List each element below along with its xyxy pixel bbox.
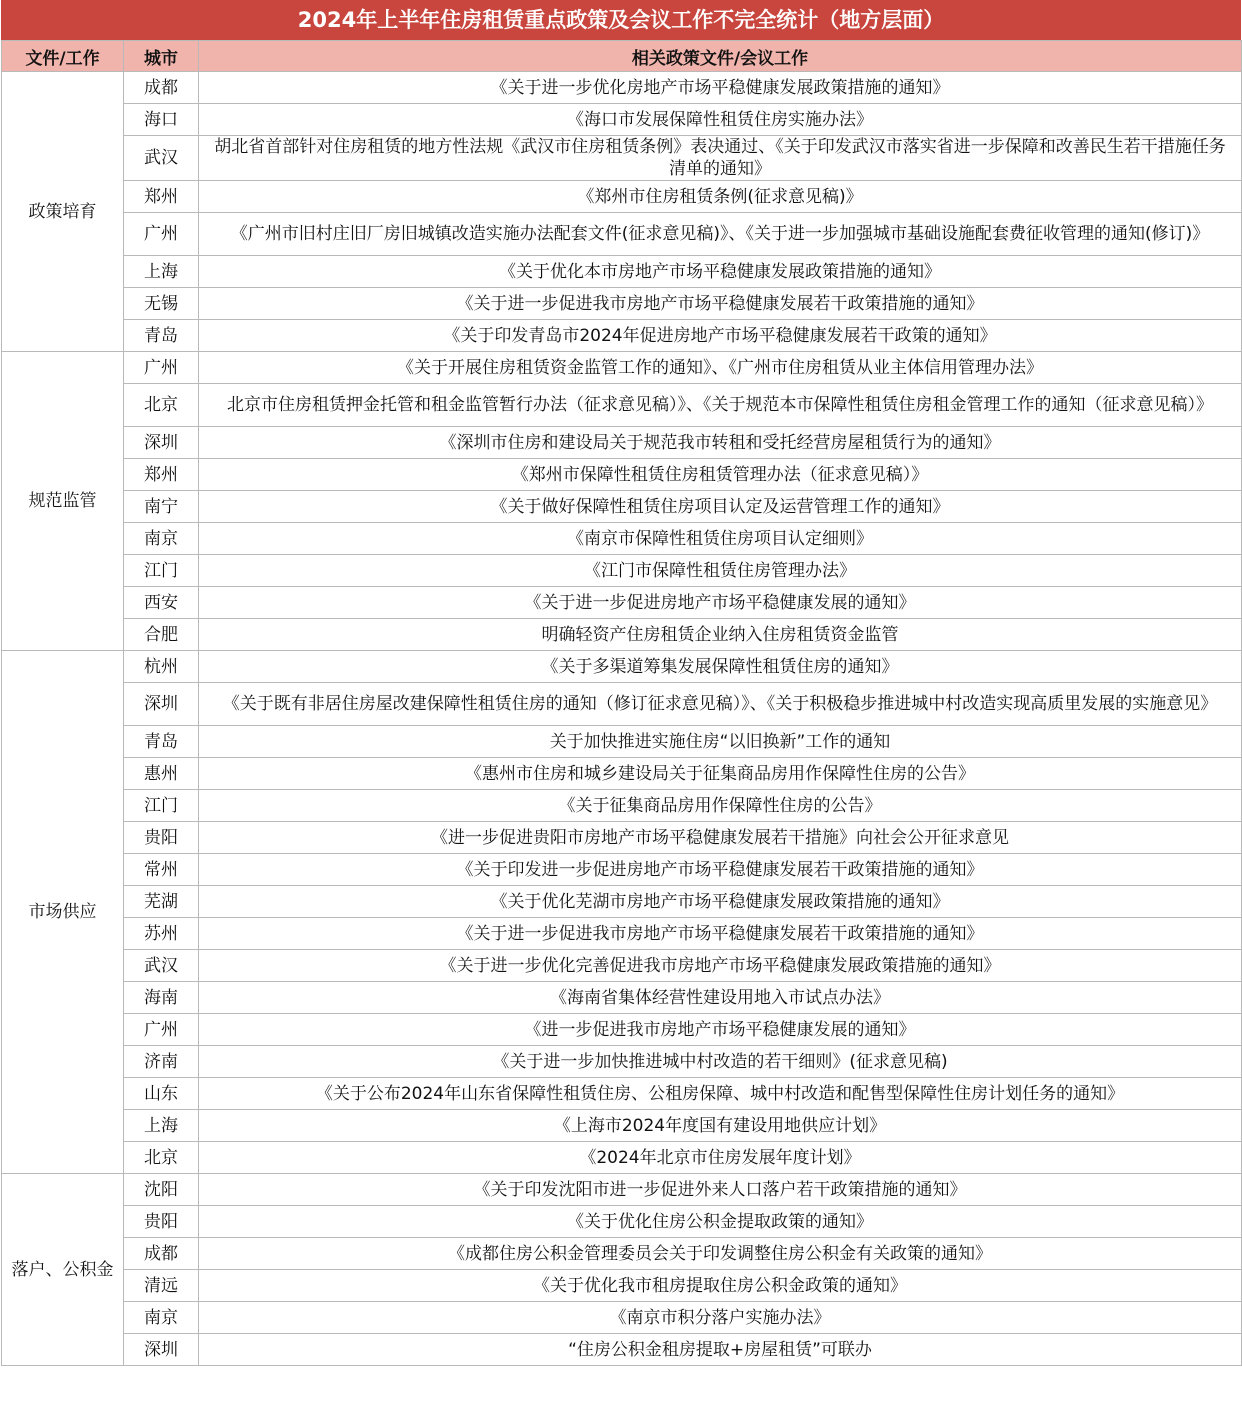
city-cell: 山东 [124,1078,199,1110]
table-row [2,72,1242,104]
content-cell: 《关于开展住房租赁资金监管工作的通知》、《广州市住房租赁从业主体信用管理办法》 [199,352,1242,384]
city-cell: 无锡 [124,288,199,320]
category-cell: 落户、公积金 [2,1174,124,1366]
table-row [2,651,1242,683]
table-row [2,790,1242,822]
city-cell: 西安 [124,587,199,619]
table-row [2,918,1242,950]
table-row [2,758,1242,790]
city-cell: 青岛 [124,320,199,352]
table-row [2,1046,1242,1078]
table-row [2,1014,1242,1046]
table-row [2,587,1242,619]
content-cell: 《广州市旧村庄旧厂房旧城镇改造实施办法配套文件(征求意见稿)》、《关于进一步加强城市基础设施配套费征收管理的通知(修订)》 [199,213,1242,256]
city-cell: 广州 [124,1014,199,1046]
city-cell: 济南 [124,1046,199,1078]
content-cell: 关于加快推进实施住房“以旧换新”工作的通知 [199,726,1242,758]
city-cell: 上海 [124,256,199,288]
content-cell: 《关于印发青岛市2024年促进房地产市场平稳健康发展若干政策的通知》 [199,320,1242,352]
city-cell: 惠州 [124,758,199,790]
city-cell: 深圳 [124,1334,199,1366]
city-cell: 广州 [124,213,199,256]
content-cell: 《关于优化我市租房提取住房公积金政策的通知》 [199,1270,1242,1302]
content-cell: 《关于印发沈阳市进一步促进外来人口落户若干政策措施的通知》 [199,1174,1242,1206]
table-row [2,491,1242,523]
city-cell: 海口 [124,104,199,136]
city-cell: 北京 [124,1142,199,1174]
content-cell: 《进一步促进我市房地产市场平稳健康发展的通知》 [199,1014,1242,1046]
content-cell: “住房公积金租房提取+房屋租赁”可联办 [199,1334,1242,1366]
table-row [2,384,1242,427]
category-cell: 规范监管 [2,352,124,651]
content-cell: 《关于征集商品房用作保障性住房的公告》 [199,790,1242,822]
content-cell: 《关于做好保障性租赁住房项目认定及运营管理工作的通知》 [199,491,1242,523]
table-row [2,1206,1242,1238]
content-cell: 胡北省首部针对住房租赁的地方性法规《武汉市住房租赁条例》表决通过、《关于印发武汉市落实省进一步保障和改善民生若干措施任务清单的通知》 [199,136,1242,181]
content-cell: 《关于进一步优化完善促进我市房地产市场平稳健康发展政策措施的通知》 [199,950,1242,982]
table-row [2,1078,1242,1110]
city-cell: 杭州 [124,651,199,683]
content-cell: 《成都住房公积金管理委员会关于印发调整住房公积金有关政策的通知》 [199,1238,1242,1270]
table-row [2,886,1242,918]
content-cell: 《郑州市保障性租赁住房租赁管理办法（征求意见稿）》 [199,459,1242,491]
content-cell: 北京市住房租赁押金托管和租金监管暂行办法（征求意见稿）》、《关于规范本市保障性租赁住房租金管理工作的通知（征求意见稿）》 [199,384,1242,427]
content-cell: 《南京市积分落户实施办法》 [199,1302,1242,1334]
city-cell: 上海 [124,1110,199,1142]
city-cell: 北京 [124,384,199,427]
table-row [2,1238,1242,1270]
content-cell: 《郑州市住房租赁条例(征求意见稿)》 [199,181,1242,213]
content-cell: 《关于进一步促进我市房地产市场平稳健康发展若干政策措施的通知》 [199,288,1242,320]
category-cell: 政策培育 [2,72,124,352]
table-row [2,854,1242,886]
table-row [2,104,1242,136]
city-cell: 常州 [124,854,199,886]
content-cell: 《关于进一步加快推进城中村改造的若干细则》(征求意见稿) [199,1046,1242,1078]
city-cell: 青岛 [124,726,199,758]
table-row [2,288,1242,320]
content-cell: 《海南省集体经营性建设用地入市试点办法》 [199,982,1242,1014]
city-cell: 武汉 [124,136,199,181]
content-cell: 《南京市保障性租赁住房项目认定细则》 [199,523,1242,555]
city-cell: 沈阳 [124,1174,199,1206]
table-row [2,555,1242,587]
table-row [2,320,1242,352]
city-cell: 合肥 [124,619,199,651]
city-cell: 南宁 [124,491,199,523]
city-cell: 江门 [124,790,199,822]
header-row [2,41,1242,72]
content-cell: 《关于公布2024年山东省保障性租赁住房、公租房保障、城中村改造和配售型保障性住房计划任务的通知》 [199,1078,1242,1110]
city-cell: 成都 [124,72,199,104]
table-row [2,427,1242,459]
table-row [2,683,1242,726]
city-cell: 深圳 [124,427,199,459]
content-cell: 《关于优化住房公积金提取政策的通知》 [199,1206,1242,1238]
city-cell: 郑州 [124,459,199,491]
content-cell: 《惠州市住房和城乡建设局关于征集商品房用作保障性住房的公告》 [199,758,1242,790]
content-cell: 《关于进一步促进房地产市场平稳健康发展的通知》 [199,587,1242,619]
content-cell: 《关于进一步促进我市房地产市场平稳健康发展若干政策措施的通知》 [199,918,1242,950]
table-row [2,1302,1242,1334]
table-row [2,136,1242,181]
table-row [2,523,1242,555]
city-cell: 广州 [124,352,199,384]
table-title: 2024年上半年住房租赁重点政策及会议工作不完全统计（地方层面） [1,0,1241,40]
table-row [2,256,1242,288]
city-cell: 芜湖 [124,886,199,918]
content-cell: 《关于进一步优化房地产市场平稳健康发展政策措施的通知》 [199,72,1242,104]
content-cell: 《关于优化芜湖市房地产市场平稳健康发展政策措施的通知》 [199,886,1242,918]
city-cell: 南京 [124,1302,199,1334]
content-cell: 《关于既有非居住房屋改建保障性租赁住房的通知（修订征求意见稿）》、《关于积极稳步推进城中村改造实现高质里发展的实施意见》 [199,683,1242,726]
table-row [2,181,1242,213]
city-cell: 贵阳 [124,822,199,854]
city-cell: 武汉 [124,950,199,982]
city-cell: 清远 [124,1270,199,1302]
city-cell: 海南 [124,982,199,1014]
content-cell: 《关于多渠道筹集发展保障性租赁住房的通知》 [199,651,1242,683]
table-row [2,352,1242,384]
city-cell: 郑州 [124,181,199,213]
table-row [2,1334,1242,1366]
city-cell: 苏州 [124,918,199,950]
table-row [2,950,1242,982]
stats-table-container [1,0,1241,1366]
table-row [2,982,1242,1014]
city-cell: 南京 [124,523,199,555]
content-cell: 明确轻资产住房租赁企业纳入住房租赁资金监管 [199,619,1242,651]
city-cell: 贵阳 [124,1206,199,1238]
content-cell: 《海口市发展保障性租赁住房实施办法》 [199,104,1242,136]
policy-table [1,40,1242,1366]
city-cell: 深圳 [124,683,199,726]
table-row [2,1142,1242,1174]
content-cell: 《进一步促进贵阳市房地产市场平稳健康发展若干措施》向社会公开征求意见 [199,822,1242,854]
content-cell: 《2024年北京市住房发展年度计划》 [199,1142,1242,1174]
table-row [2,1174,1242,1206]
table-body [2,72,1242,1366]
table-row [2,1270,1242,1302]
city-cell: 成都 [124,1238,199,1270]
table-row [2,1110,1242,1142]
content-cell: 《深圳市住房和建设局关于规范我市转租和受托经营房屋租赁行为的通知》 [199,427,1242,459]
table-row [2,822,1242,854]
table-row [2,213,1242,256]
table-row [2,459,1242,491]
content-cell: 《关于优化本市房地产市场平稳健康发展政策措施的通知》 [199,256,1242,288]
table-row [2,619,1242,651]
city-cell: 江门 [124,555,199,587]
header-city: 城市 [124,41,199,72]
header-content: 相关政策文件/会议工作 [199,41,1242,72]
table-row [2,726,1242,758]
content-cell: 《江门市保障性租赁住房管理办法》 [199,555,1242,587]
content-cell: 《上海市2024年度国有建设用地供应计划》 [199,1110,1242,1142]
header-category: 文件/工作 [2,41,124,72]
content-cell: 《关于印发进一步促进房地产市场平稳健康发展若干政策措施的通知》 [199,854,1242,886]
category-cell: 市场供应 [2,651,124,1174]
